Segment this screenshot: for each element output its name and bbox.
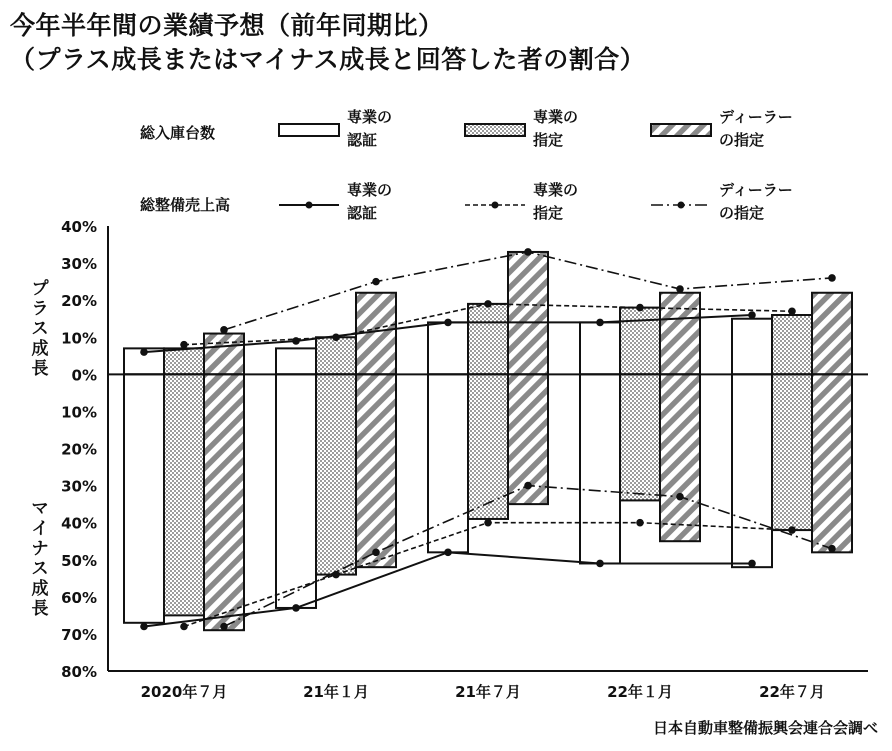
bar-plus-dots [468,304,508,374]
bar-minus-plain [732,374,772,567]
x-tick-label: 2020年７月 [140,683,228,701]
y-tick-label: 80% [61,663,97,681]
y-tick-label: 20% [61,440,97,459]
line-marker-solid [444,319,452,327]
line-marker-dashdot [676,493,684,501]
legend-bar-label-2a: 専業の [533,108,579,126]
line-marker-dashdot [372,549,380,557]
y-label-minus-char: マ [31,499,49,519]
bar-minus-dots [316,374,356,574]
y-axis-labels [32,279,50,619]
y-tick-label: 40% [61,514,97,533]
y-label-plus-char: 長 [31,359,49,379]
legend [140,108,793,222]
bar-plus-dots [620,308,660,375]
line-marker-solid [748,311,756,319]
y-tick-label: 30% [61,255,97,274]
line-marker-dashdot [524,248,532,256]
legend-line-label-1b: 認証 [347,204,378,222]
bar-plus-stripes [508,252,548,374]
legend-line-label-3a: ディーラー [719,181,793,199]
bar-plus-dots [772,315,812,374]
line-marker-dashed [332,333,340,341]
legend-bars-group-label: 総入庫台数 [140,124,216,142]
bar-plus-plain [732,319,772,375]
legend-swatch-bar-stripes [651,124,711,136]
legend-line-label-1a: 専業の [347,181,393,199]
x-tick-label: 21年１月 [303,683,369,701]
line-marker-solid [748,560,756,568]
line-marker-dashed [180,623,188,631]
line-marker-solid [596,319,604,327]
legend-bar-label-1b: 認証 [347,131,378,149]
x-tick-label: 22年１月 [607,683,673,701]
legend-bar-label-3b: の指定 [719,131,765,149]
y-tick-label: 0% [71,366,97,385]
y-label-minus-char: イ [31,519,49,539]
bar-minus-dots [164,374,204,615]
bar-minus-plain [276,374,316,608]
x-axis-ticks [141,683,825,701]
bar-minus-stripes [812,374,852,552]
legend-line-label-3b: の指定 [719,204,765,222]
y-label-plus-char: ス [31,319,49,339]
y-label-minus-char: ス [31,559,49,579]
y-label-minus-char: 長 [31,599,49,619]
bars-layer [124,252,852,630]
y-axis-ticks [61,218,97,681]
x-tick-label: 21年７月 [455,683,521,701]
legend-swatch-line-solid-marker [306,202,313,209]
line-marker-dashed [332,571,340,579]
bar-minus-dots [468,374,508,519]
bar-minus-plain [428,374,468,552]
line-marker-dashed [180,341,188,349]
chart-title-line2: （プラス成長またはマイナス成長と回答した者の割合） [10,45,646,74]
line-marker-solid [292,604,300,612]
y-label-plus-char: ラ [31,299,49,319]
bar-plus-plain [428,322,468,374]
y-tick-label: 10% [61,329,97,348]
line-marker-dashed [788,307,796,315]
bar-plus-plain [580,322,620,374]
bar-minus-dots [620,374,660,500]
y-tick-label: 40% [61,218,97,236]
y-label-minus-char: ナ [31,539,49,559]
legend-bar-label-1a: 専業の [347,108,393,126]
y-tick-label: 10% [61,403,97,422]
bar-plus-dots [316,337,356,374]
bar-plus-stripes [204,334,244,375]
source-note: 日本自動車整備振興会連合会調べ [652,719,878,737]
line-marker-dashdot [220,326,228,334]
bar-plus-dots [164,348,204,374]
line-marker-dashed [636,304,644,312]
bar-plus-stripes [660,293,700,375]
line-marker-dashdot [220,623,228,631]
line-marker-dashed [788,526,796,534]
legend-swatch-bar-plain [279,124,339,136]
line-marker-dashdot [372,278,380,286]
y-tick-label: 60% [61,588,97,607]
legend-line-label-2a: 専業の [533,181,579,199]
legend-swatch-line-dashed-marker [492,202,499,209]
x-tick-label: 22年７月 [759,683,825,701]
legend-swatch-bar-dots [465,124,525,136]
y-label-minus-char: 成 [31,579,49,599]
bar-minus-dots [772,374,812,530]
line-marker-dashdot [828,545,836,553]
y-tick-label: 30% [61,477,97,496]
bar-minus-plain [580,374,620,563]
y-label-plus-char: プ [31,279,49,299]
line-marker-dashdot [828,274,836,282]
legend-lines-group-label: 総整備売上高 [140,196,231,214]
legend-line-label-2b: 指定 [533,204,564,222]
y-tick-label: 50% [61,551,97,570]
legend-bar-label-2b: 指定 [533,131,564,149]
line-marker-dashed [636,519,644,527]
line-marker-dashed [484,519,492,527]
legend-bar-label-3a: ディーラー [719,108,793,126]
legend-swatch-line-dashdot-marker [678,202,685,209]
y-label-plus-char: 成 [31,339,49,359]
line-marker-solid [140,348,148,356]
line-marker-dashdot [676,285,684,293]
line-marker-solid [140,623,148,631]
bar-minus-stripes [204,374,244,630]
bar-minus-stripes [660,374,700,541]
y-tick-label: 20% [61,292,97,311]
line-marker-dashdot [524,482,532,490]
chart-title-line1: 今年半年間の業績予想（前年同期比） [10,11,444,40]
bar-plus-stripes [812,293,852,375]
bar-minus-stripes [356,374,396,567]
line-marker-solid [444,549,452,557]
y-tick-label: 70% [61,625,97,644]
bar-minus-plain [124,374,164,622]
bar-plus-plain [276,348,316,374]
line-marker-solid [596,560,604,568]
line-marker-dashed [484,300,492,308]
